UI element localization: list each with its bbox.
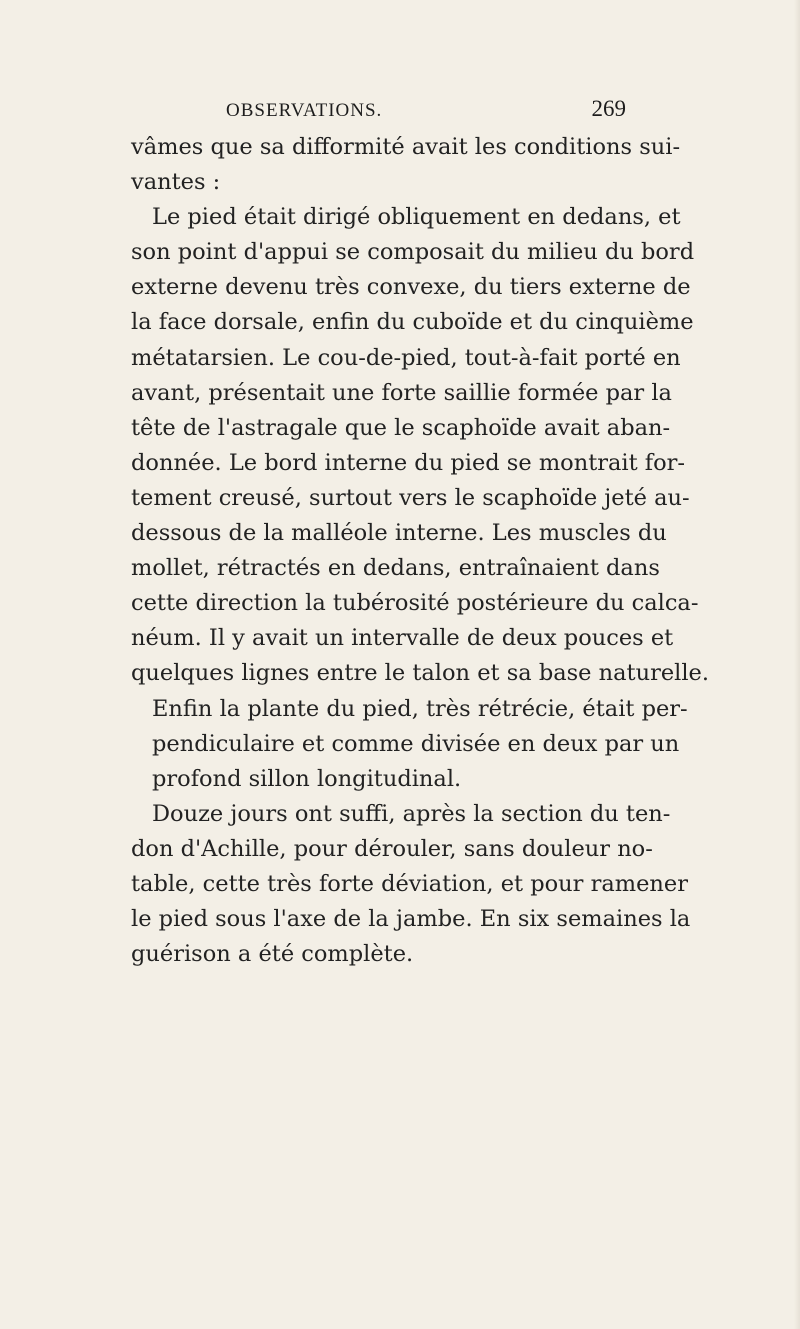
text-line: tête de l'astragale que le scaphoïde avait aban- <box>131 414 671 441</box>
paragraph-start-line: Le pied était dirigé obliquement en dedans, et <box>152 204 681 231</box>
text-line: néum. Il y avait un intervalle de deux pouces et <box>131 625 674 652</box>
text-line: table, cette très forte déviation, et pour ramener <box>131 870 688 897</box>
text-line: mollet, rétractés en dedans, entraînaient dans <box>131 555 660 582</box>
text-line: son point d'appui se composait du milieu du bord <box>131 239 695 266</box>
text-line: vantes : <box>131 169 221 196</box>
text-line: tement creusé, surtout vers le scaphoïde jeté au- <box>131 484 690 511</box>
body-text <box>131 130 710 972</box>
text-line: vâmes que sa difformité avait les conditions sui- <box>131 134 681 160</box>
text-line: le pied sous l'axe de la jambe. En six semaines la <box>131 906 691 933</box>
text-line: guérison a été complète. <box>131 941 414 968</box>
text-line: la face dorsale, enfin du cuboïde et du cinquième <box>131 309 694 336</box>
text-line: donnée. Le bord interne du pied se montrait for- <box>131 449 686 476</box>
text-line: dessous de la malléole interne. Les muscles du <box>131 520 667 547</box>
text-line: quelques lignes entre le talon et sa base naturelle. <box>131 660 710 687</box>
text-line: profond sillon longitudinal. <box>152 765 462 792</box>
text-line: pendiculaire et comme divisée en deux par un <box>152 730 680 757</box>
page-header <box>226 96 626 130</box>
text-line: don d'Achille, pour dérouler, sans douleur no- <box>131 835 653 862</box>
page-number: 269 <box>591 96 626 121</box>
paragraph-start-line: Douze jours ont suffi, après la section du ten- <box>152 800 671 827</box>
text-line: métatarsien. Le cou-de-pied, tout-à-fait porté en <box>131 344 681 371</box>
text-line: externe devenu très convexe, du tiers externe de <box>131 274 691 301</box>
running-head: OBSERVATIONS. <box>226 100 383 121</box>
page-edge-shadow <box>794 0 800 1329</box>
text-line: avant, présentait une forte saillie formée par la <box>131 379 672 406</box>
text-line: cette direction la tubérosité postérieure du calca- <box>131 590 699 617</box>
text-line: Enfin la plante du pied, très rétrécie, était per- <box>152 695 688 722</box>
